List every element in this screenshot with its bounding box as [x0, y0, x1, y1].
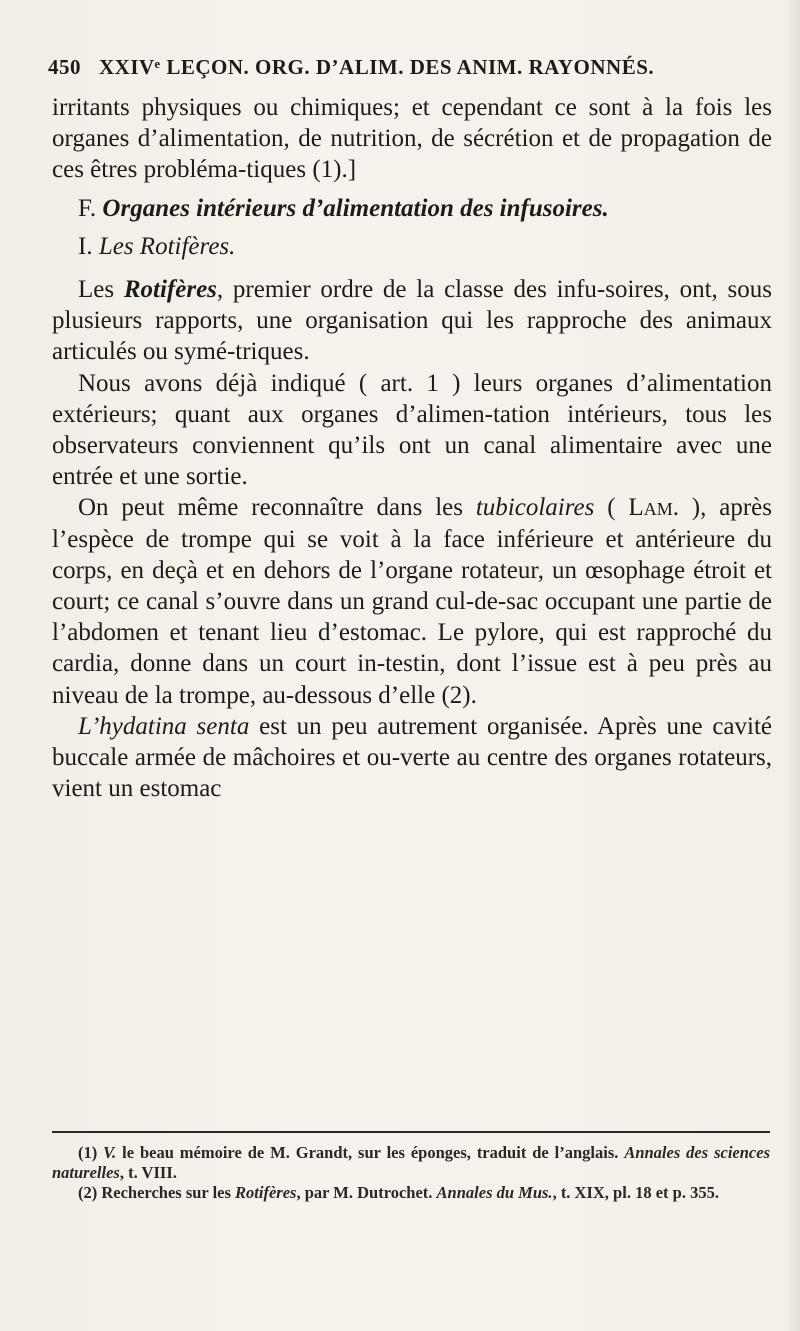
text-run: Les: [78, 276, 124, 304]
text-run: V.: [103, 1143, 117, 1162]
footnote-1: [52, 1143, 770, 1183]
page-number: 450: [48, 55, 81, 79]
text-run: le beau mémoire de M. Grandt, sur les éponges, traduit de l’anglais.: [116, 1143, 625, 1162]
term-rotiferes: Rotifères: [123, 276, 217, 304]
paragraph-rotiferes: [52, 274, 772, 368]
paragraph-hydatina: [52, 711, 772, 805]
text-run: , premier ordre de la classe des infu-soires, ont, sous plusieurs rapports, une organisation qui les rapproche des animaux articulés ou symé-triques.: [52, 276, 772, 366]
section-heading-f: [52, 193, 772, 224]
lamarck-ref: ( Lam. ): [607, 494, 701, 522]
text-run: Rotifères: [235, 1183, 297, 1202]
running-head: [48, 55, 768, 80]
footnotes: [52, 1143, 770, 1203]
text-run: (1): [78, 1143, 104, 1162]
paragraph-tubicolaires: [52, 492, 772, 710]
page-edge-shadow: [786, 0, 800, 1331]
term-tubicolaires: tubicolaires: [475, 494, 595, 522]
paragraph-continuation: irritants physiques ou chimiques; et cependant ce sont à la fois les organes d’alimentation, de nutrition, de sécrétion et de propagation de ces êtres probléma-tiques (1).]: [52, 94, 772, 184]
text-run: , après l’espèce de trompe qui se voit à la face inférieure et antérieure du corps, en deçà et en dehors de l’organe rotateur, un œsophage étroit et court; ce canal s’ouvre dans un grand cul-de-sac occupant une partie de l’abdomen et tenant lieu d’estomac. Le pylore, qui est rapproché du cardia, donne dans un court in-testin, dont l’issue est à peu près au niveau de la trompe, au-dessous d’elle (2).: [52, 494, 772, 709]
text-run: est un peu autrement organisée. Après une cavité buccale armée de mâchoires et ou-verte au centre des organes rotateurs, vient un estomac: [52, 712, 773, 803]
section-title-f: Organes intérieurs d’alimentation des infusoires.: [102, 194, 609, 222]
running-title: XXIVᵉ LEÇON. ORG. D’ALIM. DES ANIM. RAYONNÉS.: [99, 55, 655, 79]
text-run: , t. XIX, pl. 18 et p. 355.: [552, 1183, 719, 1202]
footnote-2: [52, 1183, 770, 1203]
text-run: (2) Recherches sur les: [78, 1183, 236, 1202]
text-run: On peut même reconnaître dans les: [78, 494, 476, 522]
section-label-f: F.: [78, 194, 97, 222]
journal-title: Annales des sciences naturelles: [52, 1143, 770, 1182]
subsection-heading-i: [52, 231, 772, 262]
main-text: [52, 92, 772, 804]
text-run: , t. VIII.: [119, 1163, 177, 1182]
subsection-label-i: I.: [78, 232, 93, 260]
subsection-title-i: Les Rotifères.: [98, 232, 236, 260]
term-hydatina: L’hydatina senta: [78, 712, 250, 740]
paragraph-organes: Nous avons déjà indiqué ( art. 1 ) leurs organes d’alimentation extérieurs; quant aux organes d’alimen-tation intérieurs, tous les observateurs conviennent qu’ils ont un canal alimentaire avec une entrée et une sortie.: [52, 369, 772, 491]
text-run: , par M. Dutrochet.: [296, 1183, 437, 1202]
footnote-rule: [52, 1131, 770, 1133]
journal-title: Annales du Mus.: [436, 1183, 553, 1202]
